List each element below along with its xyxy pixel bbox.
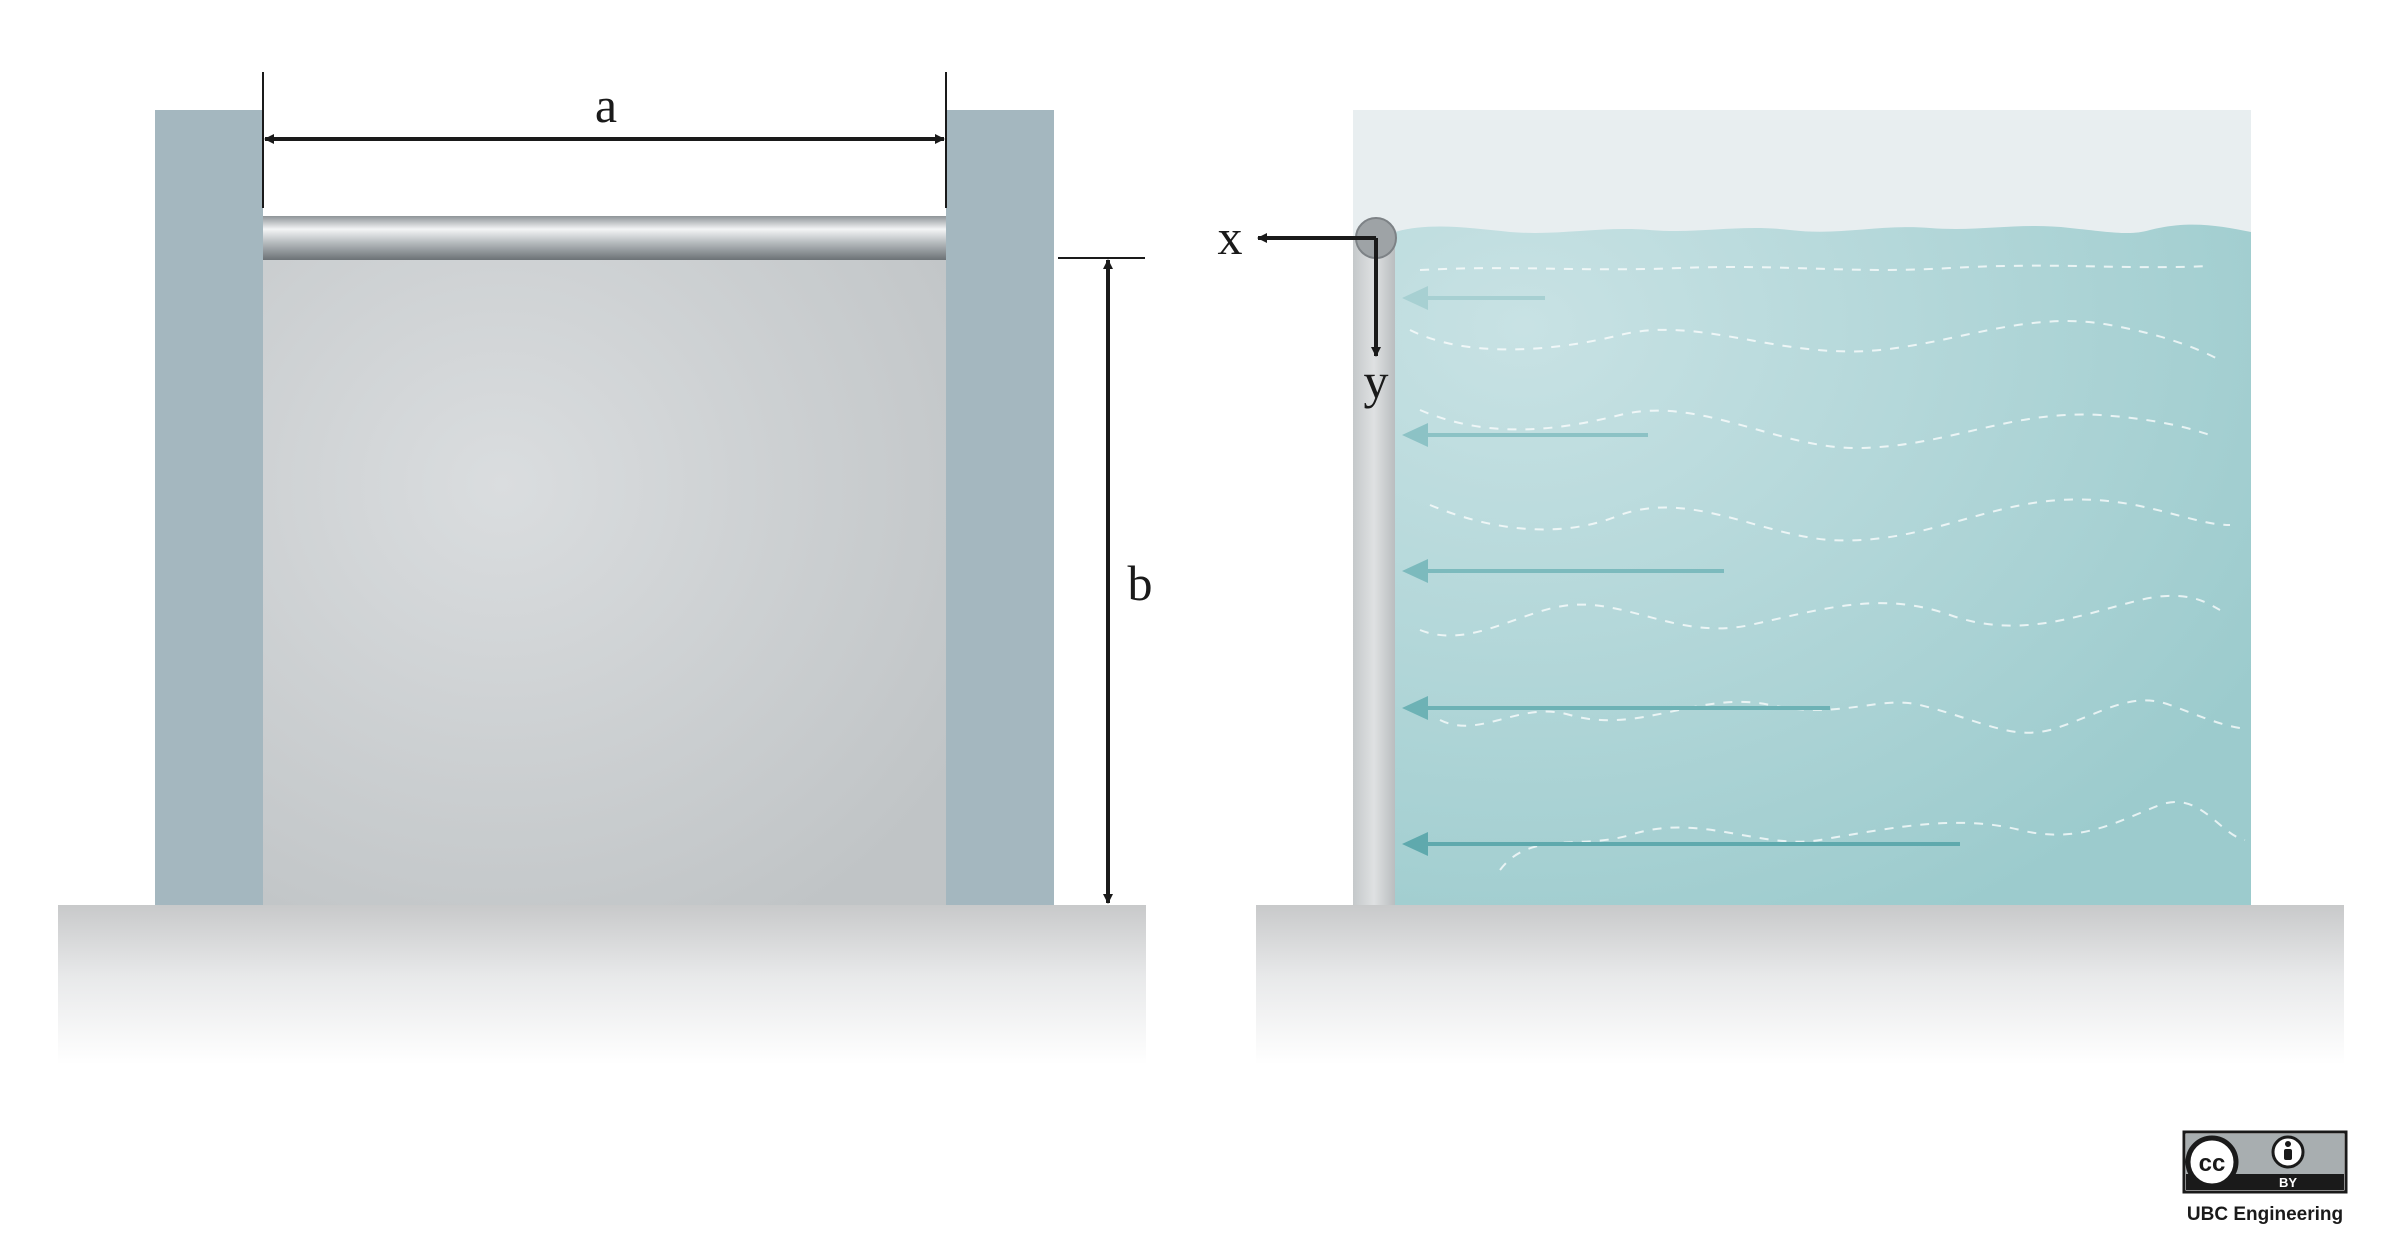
left-view — [58, 72, 1153, 1065]
dim-a-label: a — [594, 77, 618, 133]
ground-right — [1256, 905, 2344, 1065]
right-view — [1218, 110, 2345, 1065]
axis-y-label: y — [1363, 353, 1389, 409]
ground-left — [58, 905, 1146, 1065]
hinge-rod — [263, 216, 946, 260]
attribution-icon-body — [2284, 1149, 2292, 1160]
axis-x-label: x — [1217, 209, 1243, 265]
cc-by-badge — [2184, 1132, 2346, 1192]
by-label: BY — [2278, 1175, 2298, 1190]
left-wall-left-pier — [155, 110, 263, 905]
credit-text: UBC Engineering — [2186, 1204, 2344, 1225]
cc-symbol-text: cc — [2198, 1150, 2226, 1177]
left-wall-right-pier — [946, 110, 1054, 905]
attribution-icon-head — [2285, 1141, 2291, 1147]
gate-plate — [263, 258, 946, 905]
dim-b-label: b — [1127, 555, 1153, 611]
